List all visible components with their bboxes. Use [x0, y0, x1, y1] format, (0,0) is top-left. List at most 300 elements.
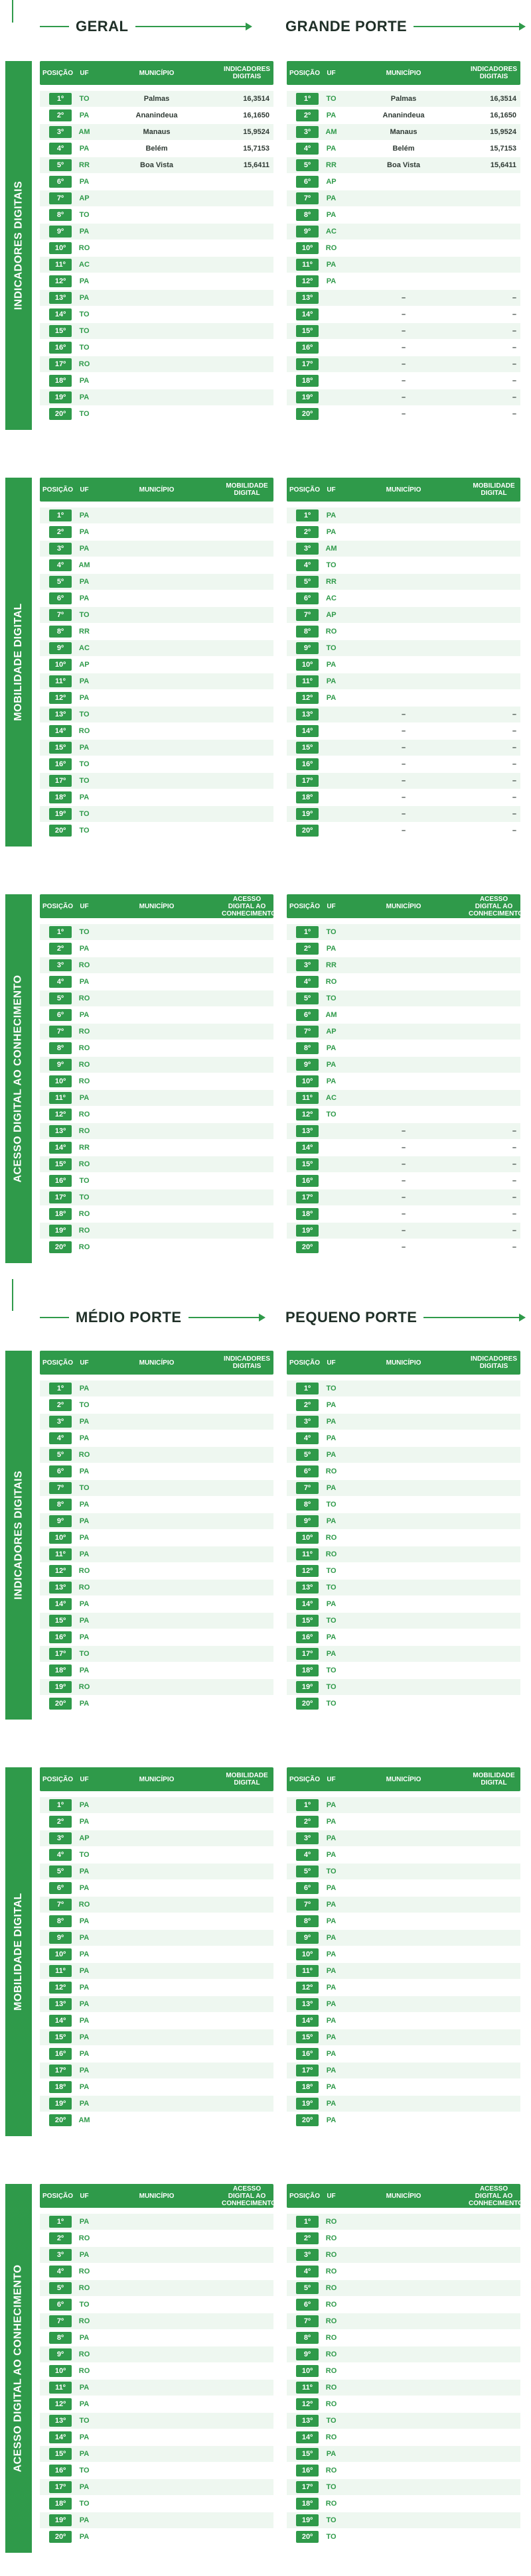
rank-cell [287, 1042, 323, 1054]
rank-cell [287, 675, 323, 687]
table-row [287, 2429, 520, 2445]
rank-cell [287, 576, 323, 588]
rank-badge: 9º [49, 1515, 72, 1527]
rank-badge: 9º [49, 1932, 72, 1944]
header-value: ACESSO DIGITAL AO CONHECIMENTO [222, 2185, 277, 2207]
table-row [40, 1380, 273, 1396]
ranking-table [287, 894, 524, 1255]
rank-badge: 10º [296, 242, 319, 254]
uf-cell: PA [326, 1934, 337, 1942]
heading-line [423, 1317, 519, 1318]
table-row [40, 2429, 273, 2445]
rank-badge: 3º [296, 543, 319, 555]
rank-badge: 18º [296, 791, 319, 803]
rank-cell [40, 709, 76, 720]
rank-badge: 5º [296, 2282, 319, 2294]
table-body [287, 2213, 520, 2545]
rank-badge: 4º [296, 143, 319, 155]
rank-badge: 5º [49, 2282, 72, 2294]
rank-badge: 17º [49, 1648, 72, 1660]
table-row [40, 1579, 273, 1595]
uf-cell: PA [79, 1967, 90, 1975]
uf-cell: RO [325, 1534, 337, 1542]
table-row [40, 739, 273, 756]
table-row [287, 990, 520, 1006]
uf-cell: TO [326, 561, 337, 569]
table-row [40, 239, 273, 256]
rank-cell [40, 1965, 76, 1977]
value-cell: – [512, 760, 516, 768]
rank-cell [40, 1142, 76, 1154]
municipio-cell: Boa Vista [140, 161, 173, 169]
value-cell: – [512, 1127, 516, 1135]
rank-cell [287, 2081, 323, 2093]
table-row [287, 1645, 520, 1662]
uf-cell: RO [78, 1584, 90, 1592]
table-header [40, 2184, 277, 2208]
header-value: MOBILIDADE DIGITAL [473, 1772, 515, 1787]
rank-badge: 16º [296, 2465, 319, 2476]
uf-cell: PA [326, 277, 337, 285]
ranking-table [40, 478, 273, 839]
rank-badge: 8º [49, 2332, 72, 2344]
section-mobilidade [5, 1767, 526, 2136]
rank-cell [40, 192, 76, 204]
table-row [40, 923, 273, 940]
rank-cell [40, 391, 76, 403]
table-row [40, 2329, 273, 2346]
heading-text: PEQUENO PORTE [285, 1309, 417, 1325]
uf-cell: AM [78, 128, 90, 136]
table-row [40, 2296, 273, 2313]
section-sidebar [5, 894, 32, 1263]
table-body [287, 90, 520, 422]
rank-badge: 5º [296, 159, 319, 171]
table-row [40, 1006, 273, 1023]
rank-cell [40, 1849, 76, 1861]
uf-cell: TO [326, 1385, 337, 1392]
table-row [40, 1205, 273, 1222]
rank-cell [40, 609, 76, 621]
uf-cell: PA [326, 1818, 337, 1826]
header-pos: POSIÇÃO [42, 486, 74, 494]
rank-cell [40, 1565, 76, 1577]
rank-cell [287, 1449, 323, 1461]
header-uf: UF [80, 1775, 89, 1783]
municipio-cell: – [401, 1243, 406, 1251]
rank-badge: 2º [296, 943, 319, 955]
table-row [40, 557, 273, 573]
rank-badge: 1º [49, 926, 72, 938]
uf-cell: TO [326, 1867, 337, 1875]
rank-cell [287, 509, 323, 521]
rank-badge: 5º [296, 576, 319, 588]
rank-cell [287, 176, 323, 188]
rank-cell [287, 1598, 323, 1610]
table-row [287, 1962, 520, 1979]
rank-badge: 4º [49, 2266, 72, 2277]
rank-cell [40, 1026, 76, 1038]
uf-cell: RR [79, 161, 90, 169]
table-row [40, 1056, 273, 1073]
rank-cell [287, 758, 323, 770]
table-row [40, 990, 273, 1006]
heading-geral [40, 16, 252, 37]
section-mobilidade [5, 478, 526, 847]
table-row [287, 573, 520, 590]
uf-cell: PA [79, 1600, 90, 1608]
heading-medio-porte [40, 1307, 266, 1328]
table-header [287, 61, 520, 85]
header-value: INDICADORES DIGITAIS [470, 1355, 517, 1370]
rank-badge: 16º [49, 758, 72, 770]
municipio-cell: – [401, 793, 406, 801]
uf-cell: TO [79, 711, 90, 718]
rank-badge: 8º [49, 626, 72, 638]
arrow-icon [519, 23, 526, 31]
municipio-cell: – [401, 1193, 406, 1201]
value-cell: – [512, 344, 516, 352]
uf-cell: TO [79, 2467, 90, 2474]
uf-cell: PA [79, 1917, 90, 1925]
table-row [287, 1396, 520, 1413]
rank-cell [40, 275, 76, 287]
table-row [287, 789, 520, 805]
table-body [287, 1796, 520, 2128]
table-row [40, 1846, 273, 1863]
table-row [40, 590, 273, 606]
table-header [287, 478, 520, 502]
rank-cell [287, 1125, 323, 1137]
rank-cell [40, 1432, 76, 1444]
rank-cell [40, 1664, 76, 1676]
ranking-table [287, 1351, 520, 1712]
table-row [40, 805, 273, 822]
header-municipio: MUNICÍPIO [386, 2193, 421, 2200]
table-row [287, 1695, 520, 1712]
table-row [40, 1929, 273, 1946]
table-row [287, 1056, 520, 1073]
uf-cell: RO [78, 1044, 90, 1052]
rank-cell [287, 1075, 323, 1087]
value-cell: – [512, 310, 516, 318]
table-row [287, 1089, 520, 1106]
table-row [287, 673, 520, 689]
rank-cell [40, 1241, 76, 1253]
rank-badge: 18º [296, 1664, 319, 1676]
rank-cell [40, 959, 76, 971]
rank-cell [40, 1191, 76, 1203]
table-row [40, 372, 273, 389]
uf-cell: RO [78, 2284, 90, 2292]
heading-text: GERAL [76, 18, 129, 34]
table-row [40, 339, 273, 356]
uf-cell: PA [326, 1801, 337, 1809]
uf-cell: RO [325, 244, 337, 252]
rank-cell [40, 2249, 76, 2261]
table-row [40, 523, 273, 540]
rank-badge: 16º [296, 1631, 319, 1643]
rank-badge: 13º [296, 292, 319, 304]
rank-cell [40, 742, 76, 754]
table-row [40, 1023, 273, 1040]
rank-badge: 1º [49, 509, 72, 521]
uf-cell: TO [326, 2417, 337, 2425]
uf-cell: TO [79, 2417, 90, 2425]
uf-cell: TO [326, 2483, 337, 2491]
table-row [40, 1413, 273, 1430]
uf-cell: RO [78, 1451, 90, 1459]
uf-cell: AP [79, 661, 90, 669]
rank-badge: 18º [296, 1208, 319, 1220]
section-label: INDICADORES DIGITAIS [13, 180, 25, 310]
uf-cell: PA [79, 2433, 90, 2441]
rank-cell [287, 259, 323, 271]
table-row [40, 1396, 273, 1413]
rank-cell [287, 2299, 323, 2311]
rank-badge: 12º [49, 2398, 72, 2410]
rank-cell [40, 375, 76, 387]
uf-cell: TO [79, 777, 90, 785]
value-cell: 15,6411 [490, 161, 516, 169]
municipio-cell: Ananindeua [382, 111, 425, 119]
rank-badge: 11º [296, 1548, 319, 1560]
rank-cell [287, 1565, 323, 1577]
rank-badge: 17º [296, 2065, 319, 2076]
table-row [40, 273, 273, 289]
rank-badge: 1º [296, 509, 319, 521]
rank-badge: 12º [296, 1109, 319, 1120]
table-row [287, 2246, 520, 2263]
table-row [287, 1189, 520, 1205]
rank-cell [40, 2514, 76, 2526]
uf-cell: PA [79, 1934, 90, 1942]
rank-cell [40, 1059, 76, 1071]
rank-badge: 20º [49, 2531, 72, 2543]
rank-cell [40, 2448, 76, 2460]
uf-cell: RO [78, 961, 90, 969]
table-row [287, 2313, 520, 2329]
rank-cell [40, 1615, 76, 1627]
rank-cell [287, 2232, 323, 2244]
rank-badge: 11º [296, 259, 319, 271]
rank-cell [40, 626, 76, 638]
rank-cell [287, 1059, 323, 1071]
table-row [287, 805, 520, 822]
uf-cell: PA [79, 1434, 90, 1442]
rank-cell [287, 2398, 323, 2410]
table-row [40, 90, 273, 107]
rank-cell [287, 1882, 323, 1894]
uf-cell: RO [78, 1683, 90, 1691]
rank-badge: 7º [296, 2315, 319, 2327]
table-row [40, 1239, 273, 1255]
rank-cell [287, 825, 323, 837]
rank-badge: 1º [49, 1799, 72, 1811]
rank-badge: 12º [49, 275, 72, 287]
rank-badge: 5º [49, 1449, 72, 1461]
uf-cell: TO [326, 644, 337, 652]
uf-cell: PA [79, 2334, 90, 2342]
value-cell: – [512, 744, 516, 752]
uf-cell: AM [325, 128, 337, 136]
rank-cell [40, 2415, 76, 2427]
rank-cell [287, 2266, 323, 2277]
uf-cell: PA [79, 228, 90, 236]
uf-cell: PA [79, 1884, 90, 1892]
table-row [287, 923, 520, 940]
rank-cell [40, 2465, 76, 2476]
rank-badge: 20º [296, 825, 319, 837]
table-body [287, 923, 520, 1255]
header-value: ACESSO DIGITAL AO CONHECIMENTO [222, 896, 277, 917]
uf-cell: RO [78, 244, 90, 252]
rank-cell [40, 325, 76, 337]
uf-cell: PA [326, 1434, 337, 1442]
table-row [287, 306, 520, 322]
rank-cell [40, 226, 76, 237]
rank-badge: 12º [49, 1109, 72, 1120]
header-pos: POSIÇÃO [289, 903, 321, 910]
table-row [287, 722, 520, 739]
table-header [40, 61, 273, 85]
table-row [287, 1006, 520, 1023]
rank-badge: 3º [49, 543, 72, 555]
rank-cell [287, 543, 323, 555]
uf-cell: RO [78, 2350, 90, 2358]
rank-cell [287, 692, 323, 704]
uf-cell: RO [78, 2234, 90, 2242]
value-cell: – [512, 827, 516, 835]
rank-cell [40, 1092, 76, 1104]
section-sidebar [5, 1767, 32, 2136]
uf-cell: TO [326, 1617, 337, 1625]
header-pos: POSIÇÃO [42, 903, 74, 910]
rank-cell [287, 2048, 323, 2060]
uf-cell: RR [326, 961, 337, 969]
table-row [40, 1962, 273, 1979]
rank-badge: 20º [296, 2531, 319, 2543]
table-row [287, 1172, 520, 1189]
uf-cell: PA [79, 2067, 90, 2074]
uf-cell: AC [79, 261, 90, 269]
rank-badge: 12º [49, 1565, 72, 1577]
uf-cell: RR [326, 161, 337, 169]
table-row [287, 2512, 520, 2528]
rank-cell [40, 2299, 76, 2311]
uf-cell: RO [325, 628, 337, 636]
rank-badge: 10º [296, 659, 319, 671]
rank-badge: 11º [296, 1965, 319, 1977]
rank-badge: 1º [296, 1383, 319, 1394]
uf-cell: PA [326, 2017, 337, 2025]
uf-cell: RO [78, 1061, 90, 1069]
table-row [40, 2512, 273, 2528]
rank-cell [40, 2282, 76, 2294]
rank-badge: 9º [49, 226, 72, 237]
header-uf: UF [80, 486, 89, 494]
rank-cell [40, 93, 76, 105]
table-row [287, 273, 520, 289]
rank-cell [287, 1948, 323, 1960]
value-cell: 15,6411 [243, 161, 269, 169]
rank-cell [287, 926, 323, 938]
municipio-cell: – [401, 327, 406, 335]
uf-cell: PA [326, 1044, 337, 1052]
rank-badge: 6º [49, 1009, 72, 1021]
table-row [40, 1863, 273, 1879]
rank-cell [287, 275, 323, 287]
rank-badge: 5º [296, 992, 319, 1004]
rank-badge: 11º [296, 2382, 319, 2394]
uf-cell: PA [326, 2033, 337, 2041]
uf-cell: PA [326, 111, 337, 119]
table-row [40, 1645, 273, 1662]
uf-cell: RO [78, 1111, 90, 1119]
rank-badge: 1º [296, 2216, 319, 2228]
rank-cell [287, 1799, 323, 1811]
rank-cell [287, 2365, 323, 2377]
rank-cell [287, 1158, 323, 1170]
table-row [287, 405, 520, 422]
rank-cell [287, 308, 323, 320]
rank-cell [287, 2031, 323, 2043]
uf-cell: PA [79, 1633, 90, 1641]
rank-badge: 14º [49, 2431, 72, 2443]
rank-cell [287, 2249, 323, 2261]
uf-cell: TO [79, 1177, 90, 1185]
uf-cell: PA [79, 594, 90, 602]
table-row [40, 1562, 273, 1579]
table-row [287, 2478, 520, 2495]
rank-cell [287, 1849, 323, 1861]
rank-badge: 16º [296, 758, 319, 770]
table-row [287, 772, 520, 789]
rank-badge: 6º [296, 1882, 319, 1894]
rank-badge: 8º [49, 1915, 72, 1927]
rank-cell [40, 543, 76, 555]
uf-cell: RO [325, 2400, 337, 2408]
value-cell: – [512, 1210, 516, 1218]
table-row [287, 822, 520, 839]
uf-cell: RO [325, 2367, 337, 2375]
rank-badge: 1º [49, 93, 72, 105]
table-row [40, 2246, 273, 2263]
uf-cell: RO [325, 2317, 337, 2325]
table-row [40, 322, 273, 339]
uf-cell: PA [79, 978, 90, 986]
table-row [287, 339, 520, 356]
municipio-cell: – [401, 711, 406, 718]
rank-badge: 2º [296, 109, 319, 121]
table-row [40, 1463, 273, 1479]
rank-cell [287, 526, 323, 538]
ranking-table [40, 1351, 273, 1712]
rank-cell [40, 1109, 76, 1120]
table-row [287, 1678, 520, 1695]
rank-cell [40, 1832, 76, 1844]
rank-badge: 2º [49, 2232, 72, 2244]
rank-cell [287, 1092, 323, 1104]
uf-cell: PA [326, 145, 337, 153]
table-row [40, 1595, 273, 1612]
rank-cell [40, 408, 76, 420]
table-row [287, 689, 520, 706]
rank-cell [40, 2348, 76, 2360]
uf-cell: PA [79, 1550, 90, 1558]
uf-cell: PA [326, 661, 337, 669]
rank-badge: 8º [296, 1499, 319, 1511]
